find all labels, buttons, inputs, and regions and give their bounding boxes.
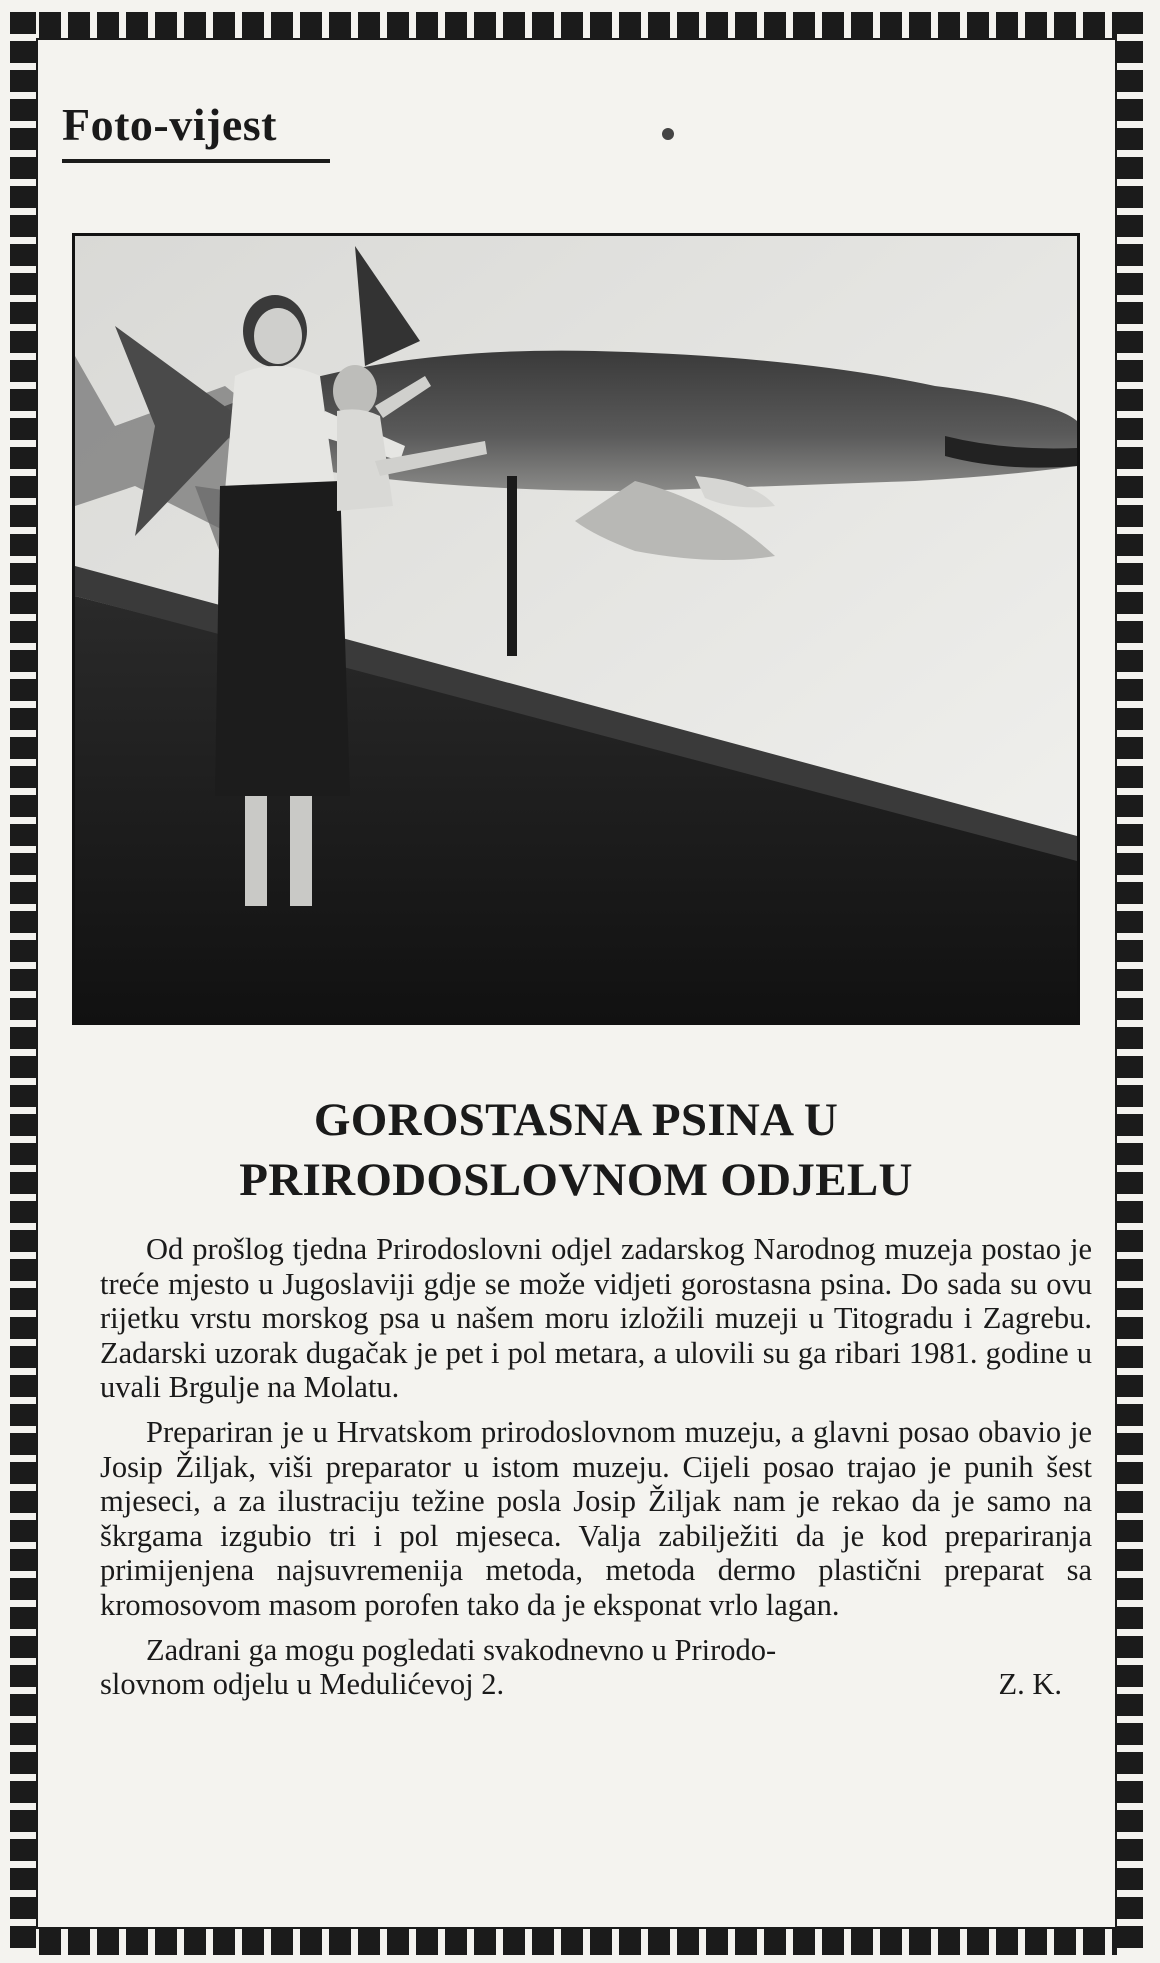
paragraph-2: Prepariran je u Hrvatskom prirodoslovnom muzeju, a glavni posao obavio je Josip Žiljak, viši preparator u istom muzeju. Cijeli posao trajao je punih šest mjeseci, a za ilustraciju težine posla Josip Žiljak nam je rekao da je samo na škrgama izgubio tri i pol mjeseca. Valja zabilježiti da je kod prepariranja primijenjena najsuvremenija metoda, metoda dermo plastični preparat sa kromosovom masom porofen tako da je eksponat vrlo lagan. xyxy=(100,1414,1092,1622)
paragraph-3-line-2: slovnom odjelu u Medulićevoj 2. xyxy=(100,1667,505,1702)
frame-left-border xyxy=(10,12,36,1955)
signature-line xyxy=(100,1667,1092,1702)
headline-line-1: GOROSTASNA PSINA U xyxy=(313,1094,839,1146)
frame-bottom-border xyxy=(10,1929,1143,1955)
paragraph-3-line-1: Zadrani ga mogu pogledati svakodnevno u Prirodo- xyxy=(146,1632,777,1667)
article-body xyxy=(100,1232,1092,1702)
frame-top-border xyxy=(10,12,1143,38)
paragraph-1: Od prošlog tjedna Prirodoslovni odjel zadarskog Narodnog muzeja postao je treće mjesto u Jugoslaviji gdje se može vidjeti gorostasna psina. Do sada su ovu rijetku vrstu morskog psa u našem moru izložili muzeji u Titogradu i Zagrebu. Zadarski uzorak dugačak je pet i pol metara, a ulovili su ga ribari 1981. godine u uvali Brgulje na Molatu. xyxy=(100,1232,1092,1405)
frame-right-border xyxy=(1117,12,1143,1955)
paragraph-3 xyxy=(100,1633,1092,1668)
section-kicker: Foto-vijest xyxy=(62,98,330,163)
shark-exhibit-photo xyxy=(72,233,1080,1025)
author-signature: Z. K. xyxy=(998,1667,1062,1702)
print-speck xyxy=(662,128,674,140)
headline-line-2: PRIRODOSLOVNOM ODJELU xyxy=(239,1154,913,1206)
headline xyxy=(72,1090,1080,1210)
